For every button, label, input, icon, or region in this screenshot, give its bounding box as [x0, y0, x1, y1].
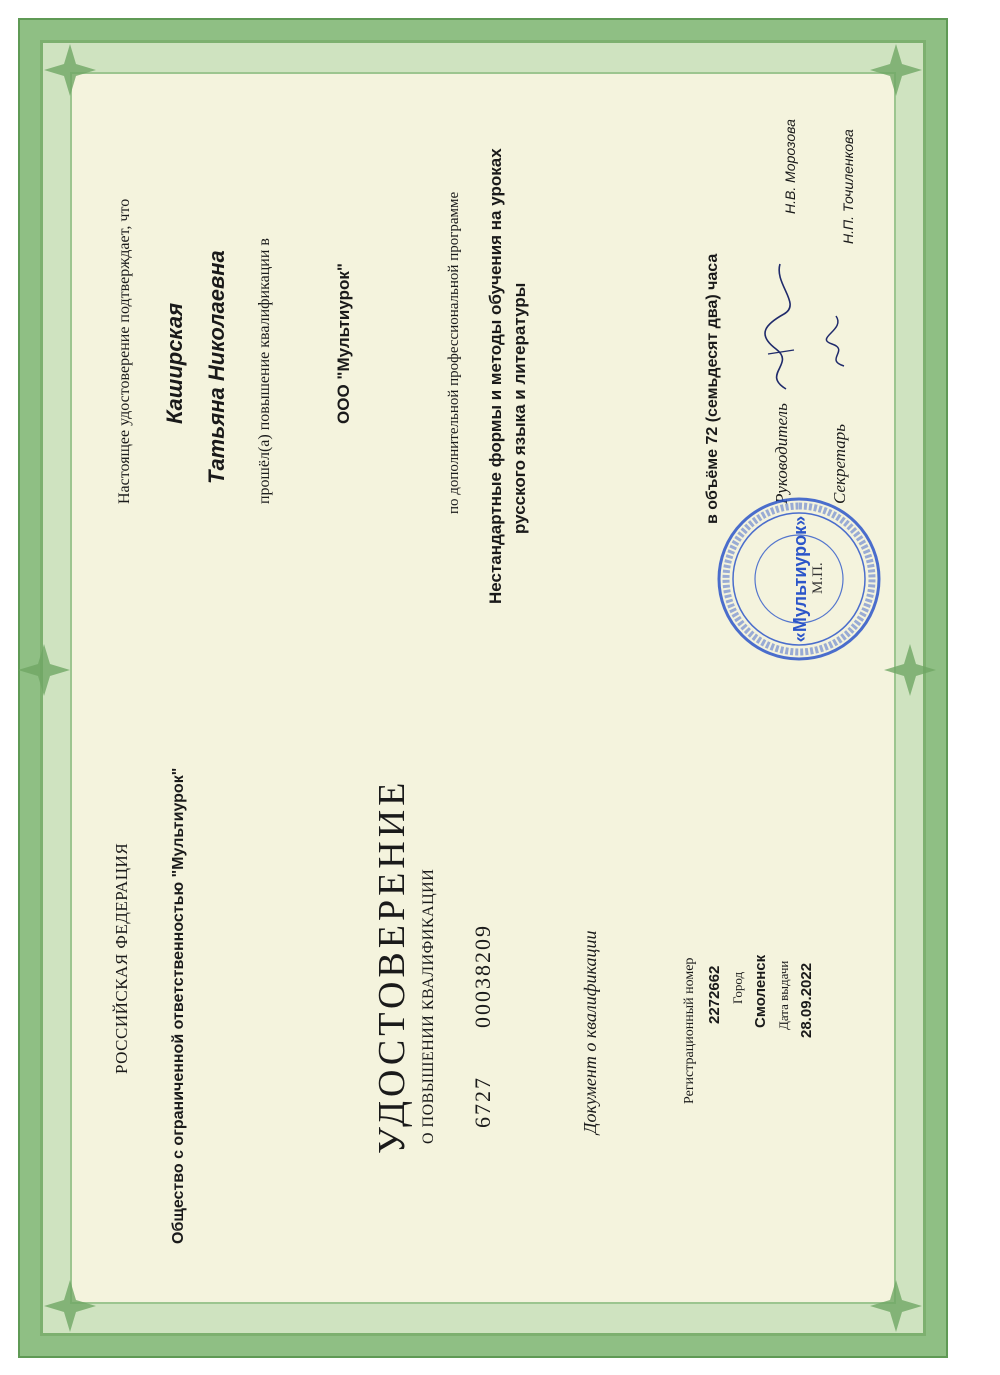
reg-number: 2272662: [706, 965, 723, 1024]
doc-number: 00038209: [470, 924, 495, 1028]
reg-number-label: Регистрационный номер: [682, 957, 697, 1104]
program-title-line2: русского языка и литературы: [510, 282, 529, 534]
doc-series: 6727: [470, 1076, 495, 1128]
intro-text: Настоящее удостоверение подтверждает, что: [116, 198, 133, 504]
institution-name: ООО "Мультиурок": [334, 263, 353, 424]
head-signature-icon: [756, 254, 800, 394]
head-name: Н.В. Морозова: [782, 119, 798, 214]
head-label: Руководитель: [772, 403, 791, 504]
secretary-signature-icon: [816, 304, 856, 374]
secretary-name: Н.П. Точиленкова: [840, 129, 856, 244]
doc-title: УДОСТОВЕРЕНИЕ: [371, 778, 413, 1154]
issue-date: 28.09.2022: [798, 962, 815, 1038]
certificate-content: [70, 72, 896, 1304]
stamp-center-text: «Мультиурок»: [790, 515, 810, 643]
passed-text: прошёл(а) повышение квалификации в: [256, 238, 273, 504]
course-volume: в объёме 72 (семьдесят два) часа: [704, 253, 721, 524]
organization-stamp-icon: [714, 494, 884, 664]
doc-type: Документ о квалификации: [580, 930, 600, 1134]
country-label: РОССИЙСКАЯ ФЕДЕРАЦИЯ: [112, 842, 131, 1074]
surname: Каширская: [162, 302, 187, 424]
program-intro: по дополнительной профессиональной программе: [446, 191, 462, 514]
secretary-label: Секретарь: [830, 424, 849, 504]
mp-label: М.П.: [810, 562, 826, 594]
city: Смоленск: [752, 954, 769, 1028]
city-label: Город: [730, 971, 745, 1004]
doc-subtitle: О ПОВЫШЕНИИ КВАЛИФИКАЦИИ: [420, 868, 437, 1144]
organization-name: Общество с ограниченной ответственностью "Мультиурок": [170, 767, 187, 1244]
date-label: Дата выдачи: [776, 960, 791, 1030]
given-names: Татьяна Николаевна: [204, 250, 229, 484]
side-ornament-icon: [14, 640, 74, 700]
program-title-line1: Нестандартные формы и методы обучения на уроках: [486, 148, 505, 604]
